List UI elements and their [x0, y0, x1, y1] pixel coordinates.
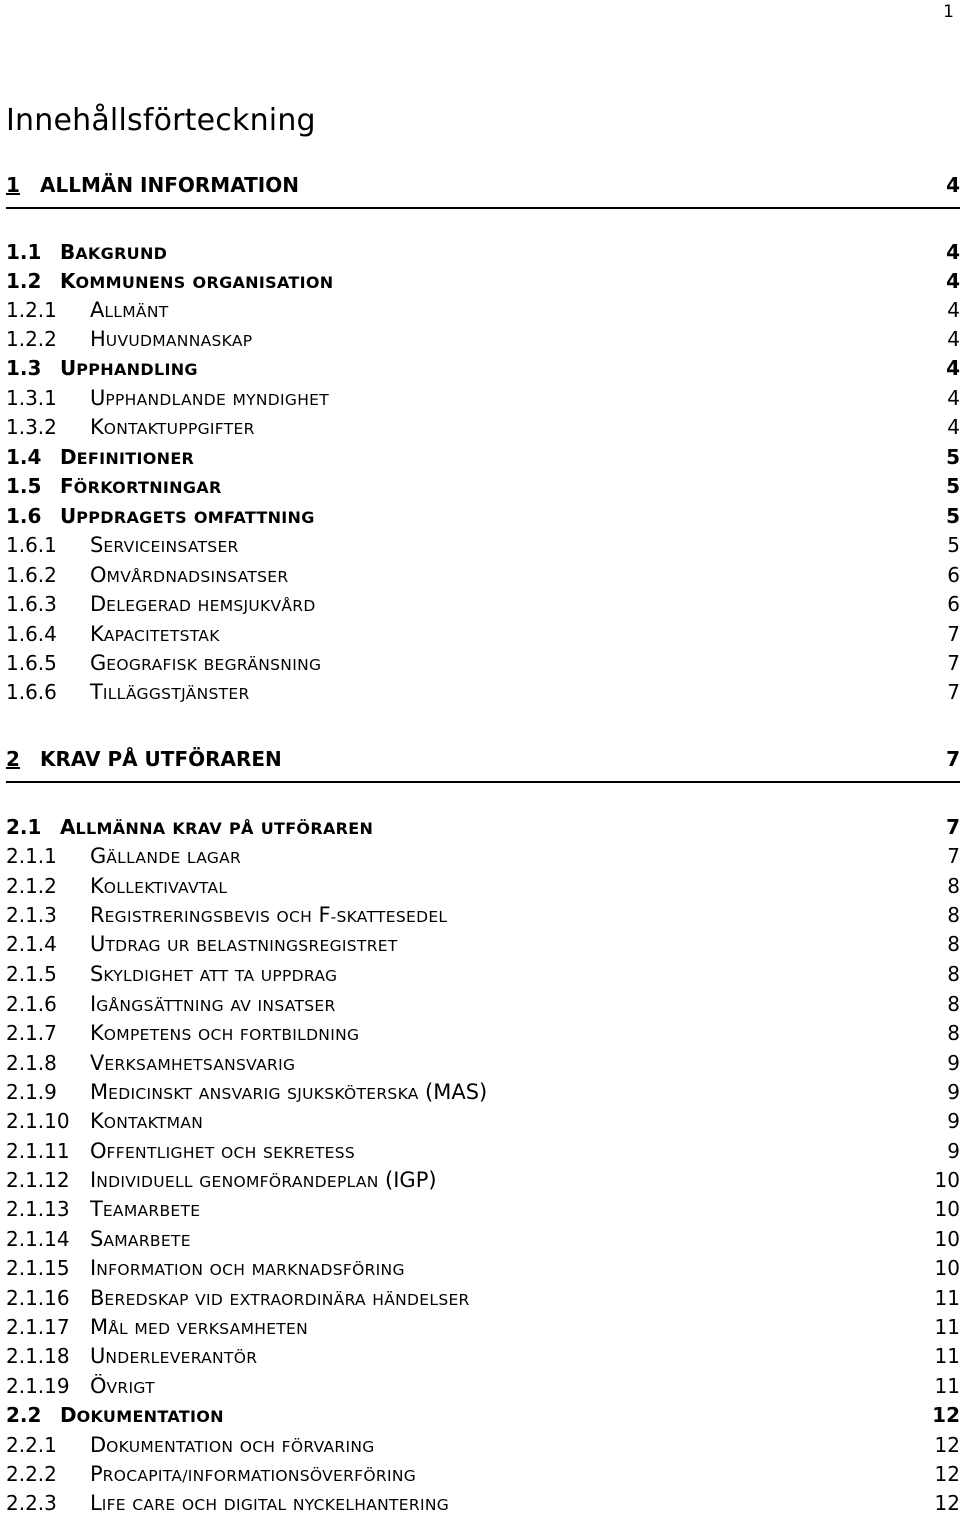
toc-entry-page: 11 — [934, 1344, 960, 1368]
toc-entry-title: KRAV PÅ UTFÖRAREN — [40, 747, 282, 771]
toc-entry-title: ALLMÄNT — [90, 298, 169, 322]
toc-entry-subsection[interactable] — [6, 1286, 960, 1315]
toc-entry-section[interactable] — [6, 474, 960, 503]
toc-entry-number: 1.3 — [6, 356, 42, 380]
toc-entry-page: 4 — [946, 356, 960, 380]
toc-entry-page: 9 — [947, 1139, 960, 1163]
toc-entry-page: 12 — [934, 1462, 960, 1486]
toc-entry-title: ÖVRIGT — [90, 1374, 155, 1398]
toc-entry-title: BAKGRUND — [60, 240, 168, 264]
toc-entry-page: 10 — [934, 1168, 960, 1192]
toc-entry-title: ALLMÄNNA KRAV PÅ UTFÖRAREN — [60, 815, 374, 839]
toc-entry-subsection[interactable] — [6, 622, 960, 651]
toc-entry-page: 8 — [947, 874, 960, 898]
toc-entry-subsection[interactable] — [6, 386, 960, 415]
toc-entry-subsection[interactable] — [6, 1256, 960, 1285]
toc-entry-number: 1 — [6, 173, 20, 197]
toc-entry-chapter[interactable] — [6, 747, 960, 783]
toc-entry-page: 9 — [947, 1051, 960, 1075]
toc-entry-page: 5 — [946, 474, 960, 498]
toc-entry-subsection[interactable] — [6, 1374, 960, 1403]
toc-entry-subsection[interactable] — [6, 1315, 960, 1344]
toc-entry-title: SKYLDIGHET ATT TA UPPDRAG — [90, 962, 338, 986]
toc-entry-number: 2.1.18 — [6, 1344, 70, 1368]
toc-entry-page: 12 — [932, 1403, 960, 1427]
toc-entry-section[interactable] — [6, 815, 960, 844]
toc-entry-number: 2.1.3 — [6, 903, 57, 927]
toc-entry-title: LIFE CARE OCH DIGITAL NYCKELHANTERING — [90, 1491, 450, 1515]
toc-entry-title: MÅL MED VERKSAMHETEN — [90, 1315, 309, 1339]
toc-entry-title: OMVÅRDNADSINSATSER — [90, 563, 289, 587]
toc-entry-title: REGISTRERINGSBEVIS OCH F-SKATTESEDEL — [90, 903, 448, 927]
toc-entry-number: 1.6.1 — [6, 533, 57, 557]
toc-entry-number: 2.1.2 — [6, 874, 57, 898]
toc-entry-title: DOKUMENTATION — [60, 1403, 224, 1427]
toc-entry-title: DEFINITIONER — [60, 445, 195, 469]
toc-entry-title: KONTAKTMAN — [90, 1109, 204, 1133]
page-number: 1 — [943, 2, 954, 22]
toc-entry-page: 6 — [947, 592, 960, 616]
toc-entry-page: 6 — [947, 563, 960, 587]
toc-entry-title: VERKSAMHETSANSVARIG — [90, 1051, 296, 1075]
toc-entry-page: 4 — [946, 240, 960, 264]
toc-entry-title: INDIVIDUELL GENOMFÖRANDEPLAN (IGP) — [90, 1168, 437, 1192]
toc-entry-page: 7 — [947, 844, 960, 868]
toc-entry-number: 2.2.2 — [6, 1462, 57, 1486]
toc-entry-page: 4 — [947, 415, 960, 439]
toc-entry-number: 1.6 — [6, 504, 42, 528]
toc-entry-subsection[interactable] — [6, 1109, 960, 1138]
toc-entry-number: 2.1.6 — [6, 992, 57, 1016]
toc-entry-page: 12 — [934, 1491, 960, 1515]
toc-entry-title: TEAMARBETE — [90, 1197, 201, 1221]
toc-entry-title: UPPDRAGETS OMFATTNING — [60, 504, 315, 528]
toc-entry-title: UPPHANDLING — [60, 356, 198, 380]
toc-entry-chapter[interactable] — [6, 173, 960, 209]
toc-entry-number: 2 — [6, 747, 20, 771]
toc-entry-subsection[interactable] — [6, 1168, 960, 1197]
toc-entry-subsection[interactable] — [6, 1021, 960, 1050]
toc-entry-subsection[interactable] — [6, 1227, 960, 1256]
toc-entry-page: 4 — [947, 386, 960, 410]
page-title: Innehållsförteckning — [6, 103, 316, 138]
toc-entry-page: 11 — [934, 1315, 960, 1339]
toc-entry-number: 2.1.5 — [6, 962, 57, 986]
toc-entry-page: 9 — [947, 1109, 960, 1133]
toc-entry-number: 2.1.13 — [6, 1197, 70, 1221]
toc-entry-number: 2.2 — [6, 1403, 42, 1427]
toc-entry-title: PROCAPITA/INFORMATIONSÖVERFÖRING — [90, 1462, 417, 1486]
toc-entry-subsection[interactable] — [6, 563, 960, 592]
toc-entry-number: 2.1.19 — [6, 1374, 70, 1398]
toc-entry-page: 8 — [947, 932, 960, 956]
toc-entry-subsection[interactable] — [6, 1051, 960, 1080]
toc-entry-title: UTDRAG UR BELASTNINGSREGISTRET — [90, 932, 398, 956]
toc-entry-number: 2.1.15 — [6, 1256, 70, 1280]
toc-entry-number: 2.2.1 — [6, 1433, 57, 1457]
toc-entry-subsection[interactable] — [6, 533, 960, 562]
toc-entry-page: 7 — [946, 815, 960, 839]
toc-entry-number: 2.1 — [6, 815, 42, 839]
toc-entry-subsection[interactable] — [6, 1462, 960, 1491]
toc-entry-title: FÖRKORTNINGAR — [60, 474, 222, 498]
toc-entry-section[interactable] — [6, 356, 960, 385]
toc-entry-section[interactable] — [6, 445, 960, 474]
toc-entry-title: DELEGERAD HEMSJUKVÅRD — [90, 592, 316, 616]
toc-entry-subsection[interactable] — [6, 962, 960, 991]
toc-entry-section[interactable] — [6, 240, 960, 269]
toc-entry-section[interactable] — [6, 269, 960, 298]
toc-entry-number: 1.6.3 — [6, 592, 57, 616]
toc-entry-title: KOLLEKTIVAVTAL — [90, 874, 228, 898]
toc-entry-number: 2.1.11 — [6, 1139, 70, 1163]
toc-entry-page: 11 — [934, 1286, 960, 1310]
toc-entry-page: 4 — [946, 269, 960, 293]
toc-entry-subsection[interactable] — [6, 1080, 960, 1109]
toc-entry-subsection[interactable] — [6, 903, 960, 932]
toc-entry-title: KOMMUNENS ORGANISATION — [60, 269, 334, 293]
toc-entry-number: 2.1.1 — [6, 844, 57, 868]
toc-entry-subsection[interactable] — [6, 1344, 960, 1373]
toc-entry-page: 8 — [947, 962, 960, 986]
toc-entry-title: DOKUMENTATION OCH FÖRVARING — [90, 1433, 375, 1457]
toc-entry-page: 11 — [934, 1374, 960, 1398]
toc-entry-subsection[interactable] — [6, 992, 960, 1021]
toc-entry-page: 10 — [934, 1197, 960, 1221]
toc-entry-title: INFORMATION OCH MARKNADSFÖRING — [90, 1256, 405, 1280]
toc-entry-number: 1.6.6 — [6, 680, 57, 704]
toc-entry-subsection[interactable] — [6, 844, 960, 873]
toc-entry-subsection[interactable] — [6, 1139, 960, 1168]
toc-entry-number: 1.2 — [6, 269, 42, 293]
toc-entry-page: 10 — [934, 1227, 960, 1251]
toc-entry-number: 2.1.7 — [6, 1021, 57, 1045]
toc-entry-page: 8 — [947, 1021, 960, 1045]
toc-entry-number: 1.6.2 — [6, 563, 57, 587]
toc-entry-page: 5 — [947, 533, 960, 557]
toc-entry-number: 2.1.8 — [6, 1051, 57, 1075]
toc-entry-title: BEREDSKAP VID EXTRAORDINÄRA HÄNDELSER — [90, 1286, 470, 1310]
toc-entry-title: UPPHANDLANDE MYNDIGHET — [90, 386, 330, 410]
toc-entry-title: IGÅNGSÄTTNING AV INSATSER — [90, 992, 336, 1016]
toc-entry-section[interactable] — [6, 504, 960, 533]
toc-entry-number: 1.6.5 — [6, 651, 57, 675]
toc-entry-number: 2.1.12 — [6, 1168, 70, 1192]
toc-entry-title: KOMPETENS OCH FORTBILDNING — [90, 1021, 360, 1045]
toc-entry-title: ALLMÄN INFORMATION — [40, 173, 299, 197]
toc-entry-title: SAMARBETE — [90, 1227, 191, 1251]
toc-entry-number: 1.4 — [6, 445, 42, 469]
toc-entry-page: 4 — [946, 173, 960, 197]
toc-entry-page: 7 — [947, 680, 960, 704]
toc-entry-title: TILLÄGGSTJÄNSTER — [90, 680, 250, 704]
toc-entry-section[interactable] — [6, 1403, 960, 1432]
toc-entry-page: 8 — [947, 992, 960, 1016]
toc-entry-number: 1.2.1 — [6, 298, 57, 322]
toc-entry-page: 7 — [947, 622, 960, 646]
toc-entry-page: 5 — [946, 445, 960, 469]
toc-entry-page: 7 — [946, 747, 960, 771]
toc-entry-subsection[interactable] — [6, 874, 960, 903]
toc-entry-subsection[interactable] — [6, 1433, 960, 1462]
toc-entry-page: 8 — [947, 903, 960, 927]
toc-entry-number: 1.3.1 — [6, 386, 57, 410]
toc-entry-title: GEOGRAFISK BEGRÄNSNING — [90, 651, 322, 675]
toc-entry-title: KAPACITETSTAK — [90, 622, 220, 646]
toc-entry-number: 1.1 — [6, 240, 42, 264]
toc-entry-page: 10 — [934, 1256, 960, 1280]
toc-entry-subsection[interactable] — [6, 327, 960, 356]
toc-entry-title: KONTAKTUPPGIFTER — [90, 415, 255, 439]
toc-entry-page: 12 — [934, 1433, 960, 1457]
toc-entry-number: 1.5 — [6, 474, 42, 498]
toc-entry-title: HUVUDMANNASKAP — [90, 327, 253, 351]
toc-entry-page: 5 — [946, 504, 960, 528]
toc-entry-title: GÄLLANDE LAGAR — [90, 844, 242, 868]
toc-entry-subsection[interactable] — [6, 298, 960, 327]
toc-entry-subsection[interactable] — [6, 680, 960, 709]
toc-entry-subsection[interactable] — [6, 1197, 960, 1226]
toc-entry-number: 1.3.2 — [6, 415, 57, 439]
toc-entry-number: 2.1.4 — [6, 932, 57, 956]
toc-entry-number: 1.2.2 — [6, 327, 57, 351]
toc-entry-subsection[interactable] — [6, 592, 960, 621]
toc-entry-subsection[interactable] — [6, 415, 960, 444]
toc-entry-subsection[interactable] — [6, 651, 960, 680]
toc-entry-title: UNDERLEVERANTÖR — [90, 1344, 258, 1368]
toc-entry-page: 7 — [947, 651, 960, 675]
toc-entry-title: SERVICEINSATSER — [90, 533, 239, 557]
toc-entry-page: 9 — [947, 1080, 960, 1104]
toc-entry-title: MEDICINSKT ANSVARIG SJUKSKÖTERSKA (MAS) — [90, 1080, 488, 1104]
toc-entry-number: 2.1.16 — [6, 1286, 70, 1310]
toc-entry-number: 2.1.10 — [6, 1109, 70, 1133]
toc-entry-page: 4 — [947, 327, 960, 351]
toc-entry-number: 2.2.3 — [6, 1491, 57, 1515]
toc-entry-subsection[interactable] — [6, 932, 960, 961]
toc-entry-page: 4 — [947, 298, 960, 322]
toc-entry-number: 2.1.17 — [6, 1315, 70, 1339]
toc-entry-title: OFFENTLIGHET OCH SEKRETESS — [90, 1139, 355, 1163]
toc-entry-number: 2.1.14 — [6, 1227, 70, 1251]
toc-entry-number: 1.6.4 — [6, 622, 57, 646]
toc-entry-number: 2.1.9 — [6, 1080, 57, 1104]
toc-entry-subsection[interactable] — [6, 1491, 960, 1520]
